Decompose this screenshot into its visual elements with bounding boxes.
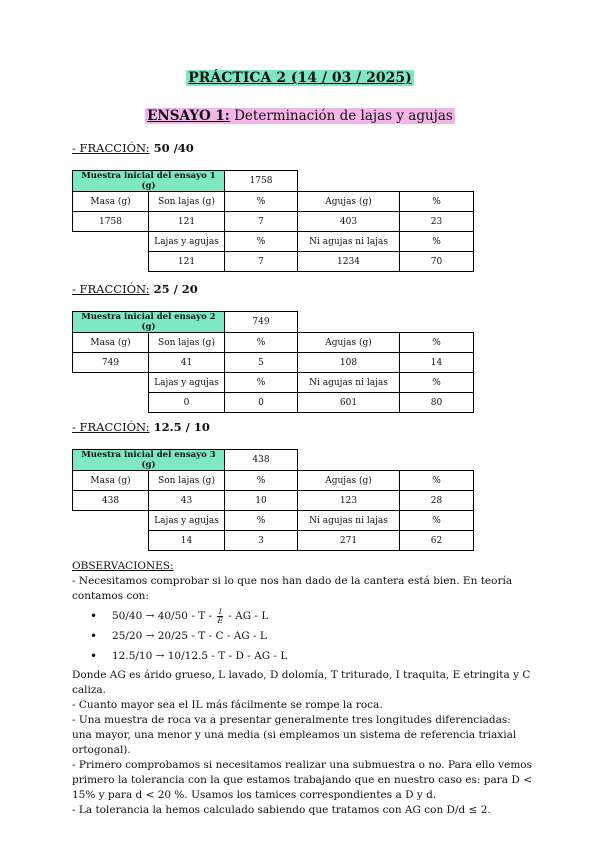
table-cell: Son lajas (g) [149,333,225,353]
table-cell: % [225,511,298,531]
fraction-prefix: - FRACCIÓN: [72,420,150,434]
table-cell: 23 [400,212,474,232]
table-cell: 3 [225,531,298,551]
table-cell [298,171,474,192]
table-cell: 601 [298,393,400,413]
table-row [73,353,474,373]
table-cell: % [400,333,474,353]
results-table-1 [72,170,474,272]
table-row [73,471,474,491]
table-cell: Lajas y agujas [149,511,225,531]
bullet-text: 25/20 → 20/25 - T - C - AG - L [112,630,267,642]
table-row [73,511,474,531]
table-row [73,232,474,252]
table-cell: Masa (g) [73,333,149,353]
table-cell: 28 [400,491,474,511]
observations-heading: OBSERVACIONES: [72,560,174,572]
table-cell: 14 [149,531,225,551]
table-cell: Agujas (g) [298,192,400,212]
table-row [73,333,474,353]
table-row [73,252,474,272]
table-cell: 41 [149,353,225,373]
table-cell: Lajas y agujas [149,232,225,252]
bullet-text: 50/40 → 40/50 - T - [112,610,216,622]
table-cell: 62 [400,531,474,551]
table-cell [73,232,149,252]
subtitle-text: Determinación de lajas y agujas [229,108,453,124]
observation-paragraph: - Primero comprobamos si necesitamos realizar una submuestra o no. Para ello vemos primero la tolerancia con la que estamos trabajando que en nuestro caso es: para D < 15% y para d < 20 %. Usamos los tamices correspondientes a D y d. [72,759,532,801]
table-cell: Son lajas (g) [149,471,225,491]
table-cell: % [225,333,298,353]
list-item [112,606,532,626]
table-cell: 438 [73,491,149,511]
fraction-value: 12.5 / 10 [149,420,210,434]
table-cell: 438 [225,450,298,471]
table-cell: 14 [400,353,474,373]
fraction-value: 25 / 20 [149,282,198,296]
observation-paragraph: - La tolerancia la hemos calculado sabiendo que tratamos con AG con D/d ≤ 2. [72,804,491,816]
table-cell: 121 [149,252,225,272]
table-row [73,491,474,511]
list-item [112,626,532,646]
table-cell: Agujas (g) [298,471,400,491]
table-cell: 7 [225,212,298,232]
subtitle-label: ENSAYO 1: [147,108,230,124]
table-row [73,192,474,212]
table-cell [298,450,474,471]
fraction-heading-3 [72,420,210,434]
table-cell: Lajas y agujas [149,373,225,393]
fraction-prefix: - FRACCIÓN: [72,282,150,296]
table-cell: 123 [298,491,400,511]
table-cell: % [400,192,474,212]
fraction-heading-2 [72,282,198,296]
table-row [73,312,474,333]
table-cell: Ni agujas ni lajas [298,373,400,393]
observation-paragraph: - Cuanto mayor sea el IL más fácilmente se rompe la roca. [72,699,383,711]
page-title [0,70,600,86]
table-cell [298,312,474,333]
table-cell: 7 [225,252,298,272]
table-cell: 43 [149,491,225,511]
table-row [73,531,474,551]
table-header-cell: Muestra inicial del ensayo 1 (g) [73,171,225,192]
observations-section [72,559,532,818]
denominator: E [217,615,223,625]
table-cell [73,393,149,413]
observation-paragraph: - Una muestra de roca va a presentar generalmente tres longitudes diferenciadas: una mayor, una menor y una media (si empleamos un sistema de referencia triaxial ortogonal). [72,714,517,756]
table-row [73,450,474,471]
results-table-2 [72,311,474,413]
table-row [73,373,474,393]
table-cell [73,511,149,531]
table-cell: Son lajas (g) [149,192,225,212]
table-cell: 0 [225,393,298,413]
table-header-cell: Muestra inicial del ensayo 2 (g) [73,312,225,333]
table-cell: % [225,192,298,212]
table-header-cell: Muestra inicial del ensayo 3 (g) [73,450,225,471]
numerator: I [218,606,222,616]
table-cell: Masa (g) [73,192,149,212]
table-cell: % [400,511,474,531]
table-cell: 1758 [73,212,149,232]
table-cell [73,531,149,551]
table-cell: 0 [149,393,225,413]
table-cell: % [225,232,298,252]
table-cell [73,373,149,393]
title-text: PRÁCTICA 2 (14 / 03 / 2025) [188,70,412,86]
fraction-formula [217,608,222,625]
section-subtitle [0,108,600,124]
table-cell: % [225,471,298,491]
table-row [73,393,474,413]
table-cell: 749 [73,353,149,373]
fraction-prefix: - FRACCIÓN: [72,141,150,155]
table-cell: 271 [298,531,400,551]
bullet-text: 12.5/10 → 10/12.5 - T - D - AG - L [112,650,288,662]
bullet-text: - AG - L [224,610,269,622]
table-cell: % [400,471,474,491]
table-cell: Ni agujas ni lajas [298,232,400,252]
table-cell: 749 [225,312,298,333]
table-cell: 108 [298,353,400,373]
results-table-3 [72,449,474,551]
table-cell: % [225,373,298,393]
observation-paragraph: Donde AG es árido grueso, L lavado, D dolomía, T triturado, I traquita, E etringita y C caliza. [72,669,531,696]
table-cell: Masa (g) [73,471,149,491]
table-cell [73,252,149,272]
fraction-heading-1 [72,141,194,155]
table-row [73,171,474,192]
table-cell: 80 [400,393,474,413]
table-cell: 1758 [225,171,298,192]
table-cell: 1234 [298,252,400,272]
table-cell: 70 [400,252,474,272]
table-cell: 121 [149,212,225,232]
table-row [73,212,474,232]
table-cell: 10 [225,491,298,511]
table-cell: 5 [225,353,298,373]
table-cell: Ni agujas ni lajas [298,511,400,531]
table-cell: % [400,232,474,252]
bullet-list [72,606,532,666]
list-item [112,646,532,666]
observation-paragraph: - Necesitamos comprobar si lo que nos han dado de la cantera está bien. En teoría contamos con: [72,575,513,602]
table-cell: % [400,373,474,393]
table-cell: 403 [298,212,400,232]
fraction-value: 50 /40 [149,141,194,155]
table-cell: Agujas (g) [298,333,400,353]
